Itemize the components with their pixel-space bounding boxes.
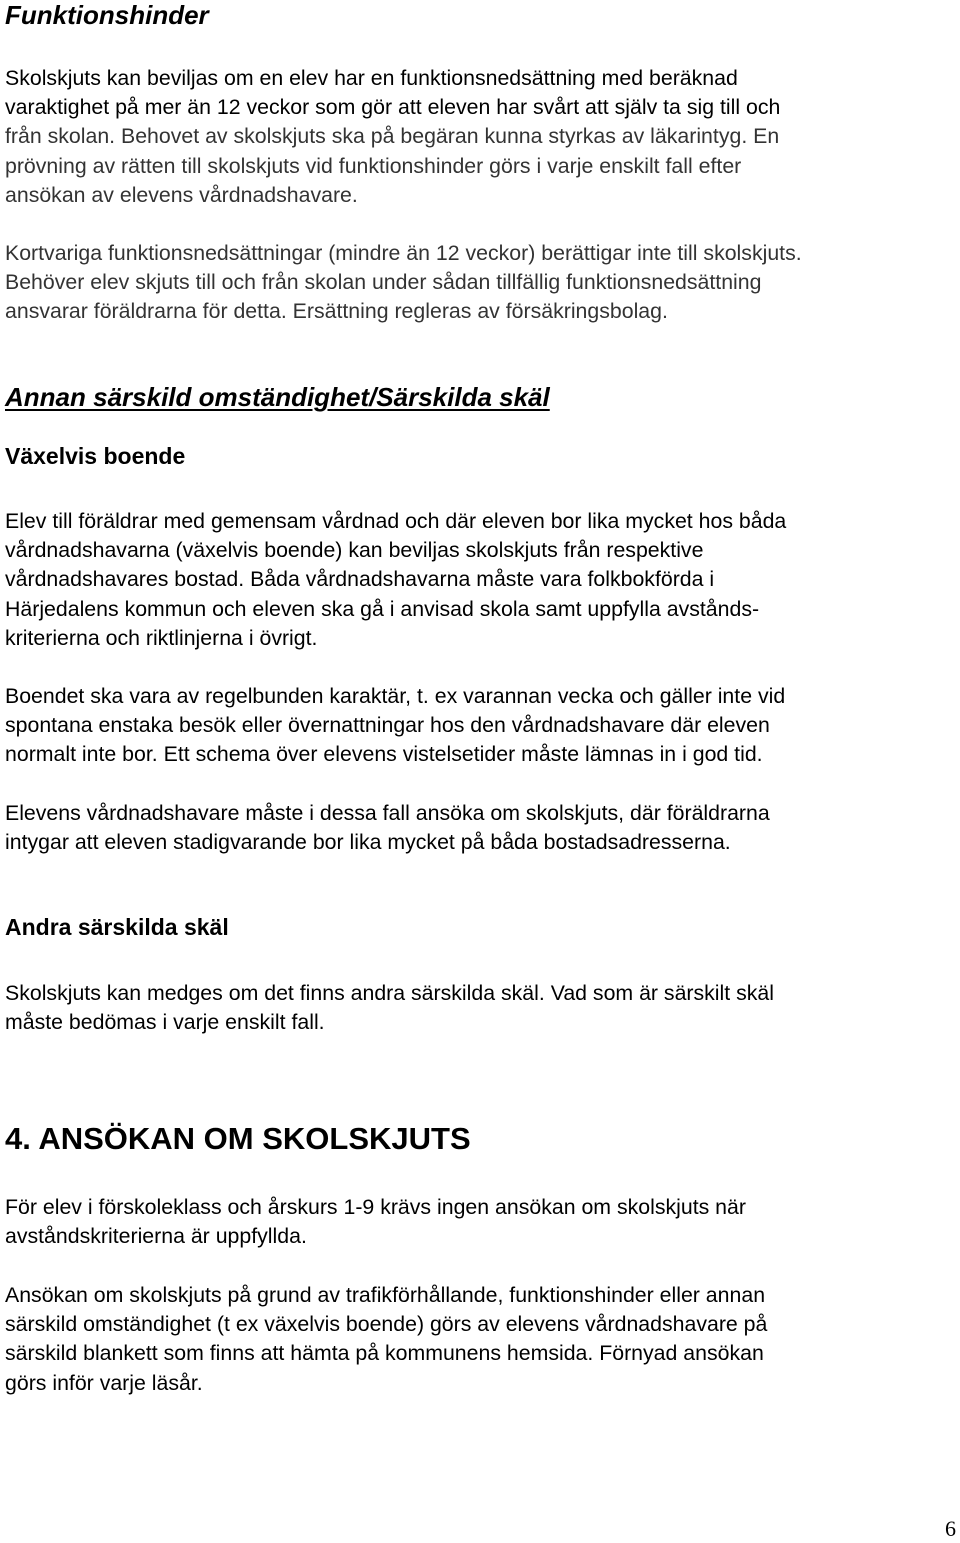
text-line: Behöver elev skjuts till och från skolan under sådan tillfällig funktionsnedsättning <box>5 270 762 295</box>
heading-annan-sarskild-omstandighet: Annan särskild omständighet/Särskilda skäl <box>5 382 550 412</box>
text-line: prövning av rätten till skolskjuts vid funktionshinder görs i varje enskilt fall efter <box>5 153 742 178</box>
paragraph-andra-1 <box>5 979 774 1037</box>
text-line: Skolskjuts kan beviljas om en elev har en funktionsnedsättning med beräknad <box>5 66 738 90</box>
text-line: särskild omständighet (t ex växelvis boende) görs av elevens vårdnadshavare på <box>5 1312 768 1337</box>
text-line: intygar att eleven stadigvarande bor lika mycket på båda bostadsadresserna. <box>5 830 731 855</box>
page-number: 6 <box>945 1516 956 1541</box>
paragraph-vaxelvis-2 <box>5 682 785 770</box>
paragraph-vaxelvis-1 <box>5 507 786 653</box>
text-line: För elev i förskoleklass och årskurs 1-9 krävs ingen ansökan om skolskjuts när <box>5 1195 746 1219</box>
paragraph-funktionshinder-1 <box>5 64 780 210</box>
text-line: från skolan. Behovet av skolskjuts ska på begäran kunna styrkas av läkarintyg. En <box>5 124 780 149</box>
paragraph-ansokan-2 <box>5 1281 767 1398</box>
heading-ansokan-om-skolskjuts: 4. ANSÖKAN OM SKOLSKJUTS <box>5 1121 471 1156</box>
text-line: Kortvariga funktionsnedsättningar (mindre än 12 veckor) berättigar inte till skolskjuts. <box>5 241 802 265</box>
text-line: varaktighet på mer än 12 veckor som gör att eleven har svårt att själv ta sig till och <box>5 95 781 120</box>
text-line: särskild blankett som finns att hämta på kommunens hemsida. Förnyad ansökan <box>5 1341 764 1366</box>
text-line: kriterierna och riktlinjerna i övrigt. <box>5 625 318 650</box>
text-line: Elevens vårdnadshavare måste i dessa fall ansöka om skolskjuts, där föräldrarna <box>5 801 770 825</box>
text-line: Härjedalens kommun och eleven ska gå i anvisad skola samt uppfylla avstånds- <box>5 596 760 621</box>
text-line: Skolskjuts kan medges om det finns andra särskilda skäl. Vad som är särskilt skäl <box>5 981 774 1005</box>
text-line: vårdnadshavarna (växelvis boende) kan beviljas skolskjuts från respektive <box>5 538 704 563</box>
paragraph-funktionshinder-2 <box>5 239 802 327</box>
text-line: normalt inte bor. Ett schema över elevens vistelsetider måste lämnas in i god tid. <box>5 742 763 767</box>
text-line: ansökan av elevens vårdnadshavare. <box>5 182 358 207</box>
text-line: ansvarar föräldrarna för detta. Ersättning regleras av försäkringsbolag. <box>5 299 668 324</box>
paragraph-vaxelvis-3 <box>5 799 770 857</box>
text-line: vårdnadshavares bostad. Båda vårdnadshavarna måste vara folkbokförda i <box>5 567 715 592</box>
text-line: Ansökan om skolskjuts på grund av trafikförhållande, funktionshinder eller annan <box>5 1283 766 1307</box>
subheading-vaxelvis-boende: Växelvis boende <box>5 443 186 469</box>
text-line: spontana enstaka besök eller övernattningar hos den vårdnadshavare där eleven <box>5 713 770 738</box>
text-line: Elev till föräldrar med gemensam vårdnad och där eleven bor lika mycket hos båda <box>5 509 787 533</box>
text-line: måste bedömas i varje enskilt fall. <box>5 1010 325 1035</box>
paragraph-ansokan-1 <box>5 1193 746 1251</box>
text-line: avståndskriterierna är uppfyllda. <box>5 1224 307 1249</box>
heading-funktionshinder: Funktionshinder <box>5 0 209 30</box>
text-line: Boendet ska vara av regelbunden karaktär, t. ex varannan vecka och gäller inte vid <box>5 684 786 708</box>
text-line: görs inför varje läsår. <box>5 1370 203 1395</box>
subheading-andra-sarskilda-skal: Andra särskilda skäl <box>5 914 229 940</box>
